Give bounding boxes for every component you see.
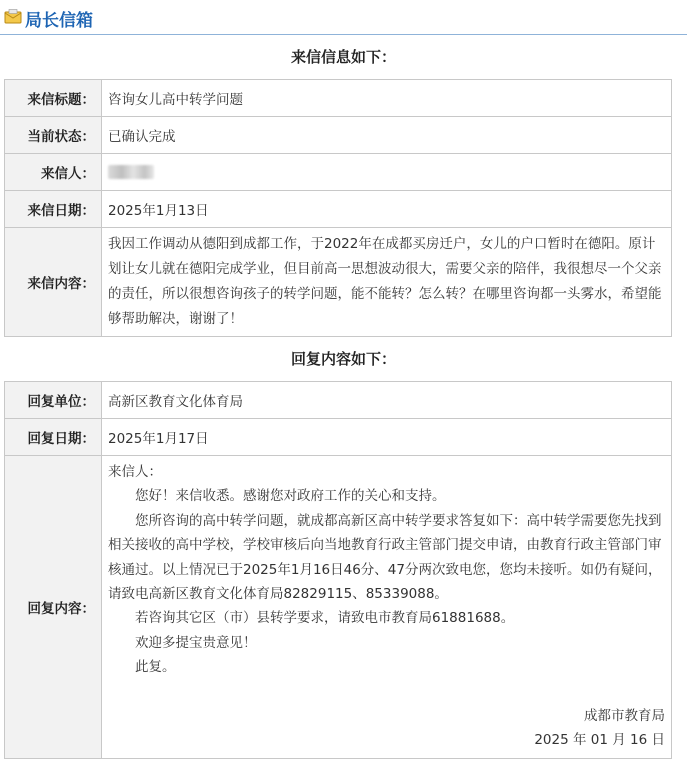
sender-value — [102, 154, 672, 191]
table-row — [5, 117, 672, 154]
table-row — [5, 419, 672, 456]
letter-content-value: 我因工作调动从德阳到成都工作，于2022年在成都买房迁户，女儿的户口暂时在德阳。原计划让女儿就在德阳完成学业，但目前高一思想波动很大，需要父亲的陪伴，我很想尽一个父亲的责任，所以很想咨询孩子的转学问题，能不能转？怎么转？在哪里咨询都一头雾水，希望能够帮助解决，谢谢了！ — [102, 228, 672, 337]
reply-closing: 此复。 — [135, 659, 176, 676]
reply-section-heading: 回复内容如下： — [290, 350, 396, 368]
redacted-name — [108, 165, 154, 179]
status-label: 当前状态： — [5, 117, 102, 154]
table-row — [5, 154, 672, 191]
table-row — [5, 80, 672, 117]
reply-content-label: 回复内容： — [5, 456, 102, 759]
spacer — [108, 680, 665, 704]
reply-info-table — [4, 381, 672, 759]
reply-salutation: 来信人： — [108, 464, 162, 480]
table-row — [5, 191, 672, 228]
mailbox-icon — [4, 9, 22, 24]
page-title: 局长信箱 — [25, 11, 93, 31]
reply-unit-value: 高新区教育文化体育局 — [102, 382, 672, 419]
letter-content-label: 来信内容： — [5, 228, 102, 337]
reply-unit-label: 回复单位： — [5, 382, 102, 419]
reply-date-label: 回复日期： — [5, 419, 102, 456]
letter-info-table — [4, 79, 672, 337]
table-row — [5, 456, 672, 759]
reply-greeting: 您好！来信收悉。感谢您对政府工作的关心和支持。 — [135, 488, 446, 505]
letter-title-label: 来信标题： — [5, 80, 102, 117]
reply-welcome: 欢迎多提宝贵意见！ — [135, 634, 257, 651]
reply-paragraph: 您所咨询的高中转学问题，就成都高新区高中转学要求答复如下：高中转学需要您先找到相关接收的高中学校，学校审核后向当地教育行政主管部门提交申请，由教育行政主管部门审核通过。以上情况已于2025年1月16日46分、47分两次致电您，您均未接听。如仍有疑问，请致电高新区教育文化体育局82829115、85339088。 — [108, 512, 662, 603]
reply-content-value — [102, 456, 672, 759]
letter-date-value: 2025年1月13日 — [102, 191, 672, 228]
letter-section-heading: 来信信息如下： — [290, 48, 396, 66]
signature-date: 2025 年 01 月 16 日 — [534, 732, 665, 749]
letter-date-label: 来信日期： — [5, 191, 102, 228]
letter-title-value: 咨询女儿高中转学问题 — [102, 80, 672, 117]
reply-date-value: 2025年1月17日 — [102, 419, 672, 456]
table-row — [5, 382, 672, 419]
status-value: 已确认完成 — [102, 117, 672, 154]
table-row — [5, 228, 672, 337]
sender-label: 来信人： — [5, 154, 102, 191]
page-header — [0, 0, 687, 35]
reply-paragraph: 若咨询其它区（市）县转学要求，请致电市教育局61881688。 — [135, 610, 515, 627]
signature-org: 成都市教育局 — [584, 707, 665, 724]
